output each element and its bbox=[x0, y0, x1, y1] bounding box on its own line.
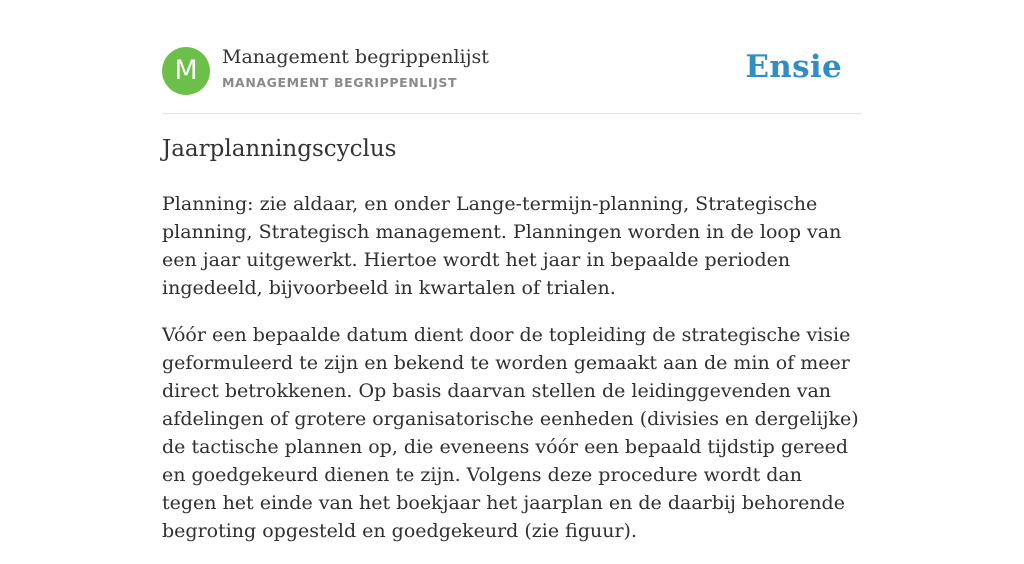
page-container bbox=[162, 0, 862, 542]
site-header bbox=[162, 0, 862, 114]
article-paragraph: Planning: zie aldaar, en onder Lange-termijn-planning, Strategische planning, Strategisch management. Planningen worden in de loop van een jaar uitgewerkt. Hiertoe wordt het jaar in bepaalde perioden ingedeeld, bijvoorbeeld in kwartalen of trialen. bbox=[162, 193, 842, 299]
site-title-link[interactable]: Management begrippenlijst bbox=[222, 46, 489, 68]
ensie-logo[interactable]: Ensie bbox=[745, 49, 842, 85]
article-body bbox=[162, 190, 862, 564]
site-subtitle: MANAGEMENT BEGRIPPENLIJST bbox=[222, 75, 458, 90]
page-title: Jaarplanningscyclus bbox=[162, 136, 397, 162]
avatar[interactable]: M bbox=[162, 47, 210, 95]
article-paragraph: Vóór een bepaalde datum dient door de topleiding de strategische visie geformuleerd te zijn en bekend te worden gemaakt aan de min of meer direct betrokkenen. Op basis daarvan stellen de leidinggevenden van afdelingen of grotere organisatorische eenheden (divisies en dergelijke) de tactische plannen op, die eveneens vóór een bepaald tijdstip gereed en goedgekeurd dienen te zijn. Volgens deze procedure wordt dan tegen het einde van het boekjaar het jaarplan en de daarbij behorende begroting opgesteld en goedgekeurd (zie figuur). bbox=[162, 324, 859, 542]
